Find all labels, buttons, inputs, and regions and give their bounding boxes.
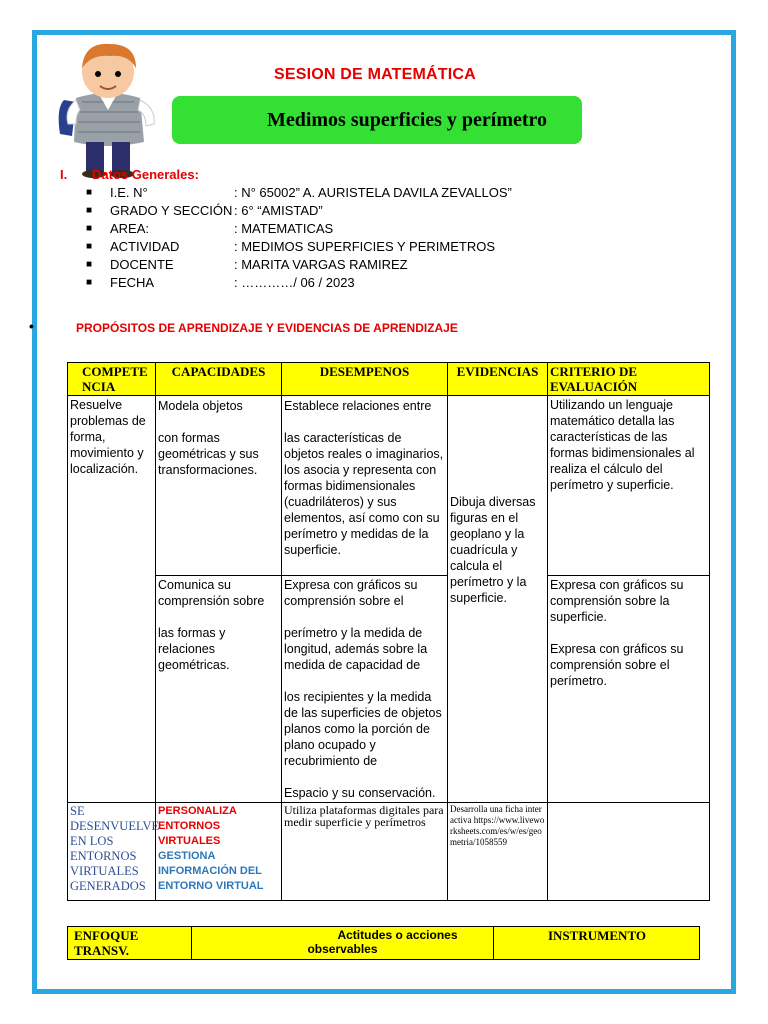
topic-title: Medimos superficies y perímetro	[266, 108, 548, 131]
general-label: I.E. N°	[110, 185, 148, 200]
section-number: I.	[60, 167, 68, 182]
criterio-virtual-cell	[548, 803, 710, 901]
header-evidencias: EVIDENCIAS	[448, 363, 548, 396]
header-criterio: CRITERIO DE EVALUACIÓN	[548, 363, 710, 396]
header-desempenos: DESEMPENOS	[282, 363, 448, 396]
capacidad-cell: Comunica su comprensión sobre las formas y relaciones geométricas.	[156, 576, 282, 803]
instrumento-header: INSTRUMENTO	[547, 928, 646, 943]
topic-banner	[172, 96, 582, 144]
general-value: : MATEMATICAS	[234, 221, 334, 236]
general-value: : MEDIMOS SUPERFICIES Y PERIMETROS	[234, 239, 496, 254]
table-row	[68, 396, 710, 576]
bullet-icon: ■	[86, 259, 93, 270]
general-label: DOCENTE	[110, 257, 174, 272]
criterio-cell: Utilizando un lenguaje matemático detalla las características de las formas bidimensionales al realiza el cálculo del perímetro y superficie.	[548, 396, 710, 576]
header-competencia: COMPETE NCIA	[68, 363, 156, 396]
table-row	[68, 803, 710, 901]
general-label: ACTIVIDAD	[110, 239, 180, 254]
actitudes-header-cell	[192, 927, 494, 959]
stray-bullet: •	[29, 318, 34, 334]
desempeno-virtual-cell: Utiliza plataformas digitales para medir superficie y perímetros	[282, 803, 448, 901]
student-boy-illustration	[52, 38, 164, 178]
competencia-virtual-cell: SE DESENVUELVE EN LOS ENTORNOS VIRTUALES GENERADOS	[68, 803, 156, 901]
general-data-heading	[60, 167, 199, 182]
section-title: Datos Generales:	[92, 167, 199, 182]
purposes-title: PROPÓSITOS DE APRENDIZAJE Y EVIDENCIAS DE APRENDIZAJE	[76, 321, 458, 335]
learning-purposes-table	[67, 362, 710, 901]
bullet-icon: ■	[86, 205, 93, 216]
capacidad-cell: Modela objetos con formas geométricas y sus transformaciones.	[156, 396, 282, 576]
transversal-table	[67, 926, 700, 960]
desempeno-cell: Establece relaciones entre las características de objetos reales o imaginarios, los asocia y representa con formas bidimensionales (cuadriláteros) y sus elementos, así como con su perímetro y medidas de la superficie.	[282, 396, 448, 576]
evidencia-cell: Dibuja diversas figuras en el geoplano y la cuadrícula y calcula el perímetro y la superficie.	[448, 396, 548, 803]
general-label: AREA:	[110, 221, 150, 236]
capacidad-personaliza: PERSONALIZA ENTORNOS VIRTUALES	[158, 805, 237, 847]
header-capacidades: CAPACIDADES	[156, 363, 282, 396]
general-value: : N° 65002” A. AURISTELA DAVILA ZEVALLOS”	[234, 185, 512, 200]
general-value: : …………/ 06 / 2023	[234, 275, 355, 290]
table-row	[68, 576, 710, 803]
bullet-icon: ■	[86, 277, 93, 288]
general-label: FECHA	[110, 275, 155, 290]
session-title: SESION DE MATEMÁTICA	[274, 66, 476, 83]
desempeno-cell: Expresa con gráficos su comprensión sobre el perímetro y la medida de longitud, además sobre la medida de capacidad de los recipientes y la medida de las superficies de objetos planos como la porción de plano ocupado y recubrimiento de Espacio y su conservación.	[282, 576, 448, 803]
enfoque-header: ENFOQUE TRANSV.	[68, 927, 192, 959]
actitudes-header: Actitudes o acciones observables	[307, 928, 458, 956]
capacidad-gestiona: GESTIONA INFORMACIÓN DEL ENTORNO VIRTUAL	[158, 850, 264, 892]
general-label: GRADO Y SECCIÓN	[110, 203, 233, 218]
competencia-cell: Resuelve problemas de forma, movimiento y localización.	[68, 396, 156, 803]
table-header-row	[68, 363, 710, 396]
bullet-icon: ■	[86, 241, 93, 252]
general-value: : 6° “AMISTAD”	[234, 203, 323, 218]
general-value: : MARITA VARGAS RAMIREZ	[234, 257, 408, 272]
capacidad-virtual-cell	[156, 803, 282, 901]
evidencia-virtual-cell: Desarrolla una ficha interactiva https://www.liveworksheets.com/es/w/es/geometria/1058559	[448, 803, 548, 901]
bullet-icon: ■	[86, 187, 93, 198]
bullet-icon: ■	[86, 223, 93, 234]
criterio-cell: Expresa con gráficos su comprensión sobre la superficie. Expresa con gráficos su comprensión sobre el perímetro.	[548, 576, 710, 803]
